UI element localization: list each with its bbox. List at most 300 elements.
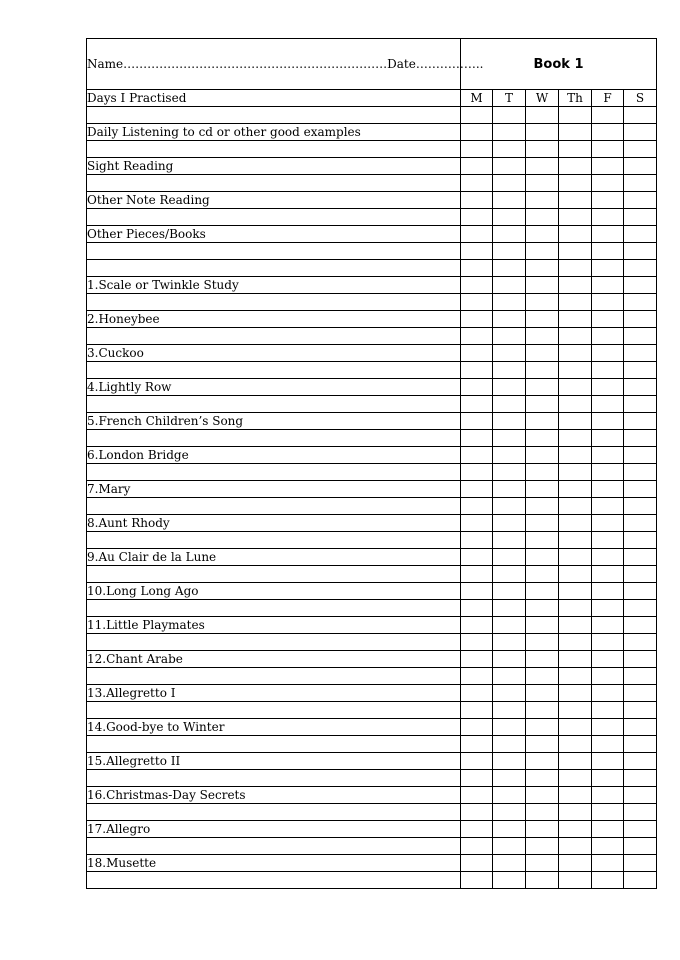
tick-cell[interactable] — [493, 855, 526, 872]
tick-cell[interactable] — [461, 396, 493, 413]
tick-cell[interactable] — [624, 260, 657, 277]
tick-cell[interactable] — [592, 617, 624, 634]
days-row — [87, 90, 657, 107]
tick-cell[interactable] — [592, 175, 624, 192]
tick-cell[interactable] — [559, 311, 592, 328]
tick-cell[interactable] — [493, 447, 526, 464]
tick-cell[interactable] — [461, 362, 493, 379]
tick-cell[interactable] — [461, 804, 493, 821]
tick-cell[interactable] — [624, 175, 657, 192]
tick-cell[interactable] — [592, 345, 624, 362]
tick-cell[interactable] — [559, 294, 592, 311]
tick-cell[interactable] — [461, 175, 493, 192]
tick-cell[interactable] — [624, 345, 657, 362]
tick-cell[interactable] — [493, 328, 526, 345]
tick-cell[interactable] — [493, 651, 526, 668]
tick-cell[interactable] — [559, 260, 592, 277]
tick-cell[interactable] — [461, 277, 493, 294]
tick-cell[interactable] — [559, 753, 592, 770]
tick-cell[interactable] — [559, 396, 592, 413]
tick-cell[interactable] — [624, 498, 657, 515]
tick-cell[interactable] — [559, 362, 592, 379]
tick-cell[interactable] — [592, 634, 624, 651]
tick-cell[interactable] — [559, 175, 592, 192]
tick-cell[interactable] — [559, 583, 592, 600]
tick-cell[interactable] — [493, 311, 526, 328]
tick-cell[interactable] — [559, 634, 592, 651]
tick-cell[interactable] — [624, 753, 657, 770]
tick-cell[interactable] — [493, 634, 526, 651]
tick-cell[interactable] — [624, 158, 657, 175]
tick-cell[interactable] — [592, 124, 624, 141]
tick-cell[interactable] — [592, 668, 624, 685]
tick-cell[interactable] — [461, 855, 493, 872]
tick-cell[interactable] — [592, 498, 624, 515]
tick-cell[interactable] — [493, 345, 526, 362]
tick-cell[interactable] — [624, 770, 657, 787]
tick-cell[interactable] — [624, 464, 657, 481]
tick-cell[interactable] — [592, 855, 624, 872]
tick-cell[interactable] — [559, 872, 592, 889]
tick-cell[interactable] — [592, 838, 624, 855]
tick-cell[interactable] — [461, 226, 493, 243]
tick-cell[interactable] — [592, 872, 624, 889]
tick-cell[interactable] — [493, 481, 526, 498]
tick-cell[interactable] — [526, 311, 559, 328]
tick-cell[interactable] — [624, 617, 657, 634]
tick-cell[interactable] — [559, 141, 592, 158]
tick-cell[interactable] — [526, 379, 559, 396]
tick-cell[interactable] — [461, 481, 493, 498]
section-row — [87, 158, 657, 175]
tick-cell[interactable] — [559, 430, 592, 447]
tick-cell[interactable] — [493, 566, 526, 583]
tick-cell[interactable] — [461, 209, 493, 226]
tick-cell[interactable] — [526, 532, 559, 549]
tick-cell[interactable] — [526, 209, 559, 226]
tick-cell[interactable] — [461, 566, 493, 583]
spacer-row — [87, 804, 657, 821]
piece-row — [87, 651, 657, 668]
tick-cell[interactable] — [559, 226, 592, 243]
tick-cell[interactable] — [526, 192, 559, 209]
tick-cell[interactable] — [624, 107, 657, 124]
tick-cell[interactable] — [559, 600, 592, 617]
tick-cell[interactable] — [624, 141, 657, 158]
tick-cell[interactable] — [624, 124, 657, 141]
tick-cell[interactable] — [559, 107, 592, 124]
tick-cell[interactable] — [592, 600, 624, 617]
tick-cell[interactable] — [592, 804, 624, 821]
tick-cell[interactable] — [493, 413, 526, 430]
tick-cell[interactable] — [526, 787, 559, 804]
tick-cell[interactable] — [592, 328, 624, 345]
tick-cell[interactable] — [461, 787, 493, 804]
tick-cell[interactable] — [493, 702, 526, 719]
tick-cell[interactable] — [624, 549, 657, 566]
tick-cell[interactable] — [493, 872, 526, 889]
tick-cell[interactable] — [592, 583, 624, 600]
blank-label-cell — [87, 872, 461, 889]
tick-cell[interactable] — [461, 838, 493, 855]
tick-cell[interactable] — [559, 192, 592, 209]
tick-cell[interactable] — [592, 362, 624, 379]
tick-cell[interactable] — [526, 413, 559, 430]
tick-cell[interactable] — [493, 107, 526, 124]
tick-cell[interactable] — [592, 379, 624, 396]
tick-cell[interactable] — [461, 107, 493, 124]
tick-cell[interactable] — [526, 651, 559, 668]
tick-cell[interactable] — [624, 872, 657, 889]
tick-cell[interactable] — [559, 379, 592, 396]
tick-cell[interactable] — [461, 532, 493, 549]
tick-cell[interactable] — [526, 872, 559, 889]
tick-cell[interactable] — [624, 396, 657, 413]
tick-cell[interactable] — [493, 192, 526, 209]
tick-cell[interactable] — [461, 719, 493, 736]
tick-cell[interactable] — [526, 838, 559, 855]
tick-cell[interactable] — [592, 549, 624, 566]
tick-cell[interactable] — [526, 226, 559, 243]
tick-cell[interactable] — [461, 753, 493, 770]
day-header-tue: T — [493, 90, 526, 107]
tick-cell[interactable] — [493, 124, 526, 141]
row-label: Daily Listening to cd or other good examples — [87, 124, 461, 141]
tick-cell[interactable] — [526, 549, 559, 566]
tick-cell[interactable] — [526, 277, 559, 294]
tick-cell[interactable] — [624, 311, 657, 328]
tick-cell[interactable] — [592, 209, 624, 226]
tick-cell[interactable] — [624, 328, 657, 345]
tick-cell[interactable] — [526, 685, 559, 702]
tick-cell[interactable] — [559, 719, 592, 736]
tick-cell[interactable] — [526, 328, 559, 345]
tick-cell[interactable] — [559, 328, 592, 345]
tick-cell[interactable] — [526, 821, 559, 838]
tick-cell[interactable] — [461, 124, 493, 141]
tick-cell[interactable] — [624, 192, 657, 209]
tick-cell[interactable] — [592, 651, 624, 668]
tick-cell[interactable] — [493, 294, 526, 311]
tick-cell[interactable] — [493, 141, 526, 158]
tick-cell[interactable] — [592, 719, 624, 736]
tick-cell[interactable] — [493, 226, 526, 243]
tick-cell[interactable] — [461, 634, 493, 651]
tick-cell[interactable] — [592, 447, 624, 464]
tick-cell[interactable] — [526, 702, 559, 719]
piece-row — [87, 549, 657, 566]
tick-cell[interactable] — [461, 515, 493, 532]
tick-cell[interactable] — [461, 736, 493, 753]
tick-cell[interactable] — [624, 736, 657, 753]
tick-cell[interactable] — [592, 532, 624, 549]
tick-cell[interactable] — [493, 379, 526, 396]
row-label: 17.Allegro — [87, 821, 461, 838]
tick-cell[interactable] — [461, 668, 493, 685]
tick-cell[interactable] — [592, 141, 624, 158]
tick-cell[interactable] — [526, 600, 559, 617]
tick-cell[interactable] — [493, 430, 526, 447]
tick-cell[interactable] — [559, 821, 592, 838]
tick-cell[interactable] — [624, 685, 657, 702]
tick-cell[interactable] — [493, 583, 526, 600]
tick-cell[interactable] — [461, 872, 493, 889]
tick-cell[interactable] — [493, 821, 526, 838]
tick-cell[interactable] — [592, 685, 624, 702]
tick-cell[interactable] — [559, 481, 592, 498]
blank-label-cell — [87, 396, 461, 413]
tick-cell[interactable] — [461, 447, 493, 464]
tick-cell[interactable] — [559, 804, 592, 821]
tick-cell[interactable] — [592, 736, 624, 753]
tick-cell[interactable] — [526, 617, 559, 634]
tick-cell[interactable] — [559, 243, 592, 260]
tick-cell[interactable] — [559, 838, 592, 855]
tick-cell[interactable] — [624, 226, 657, 243]
tick-cell[interactable] — [526, 566, 559, 583]
tick-cell[interactable] — [559, 345, 592, 362]
tick-cell[interactable] — [461, 192, 493, 209]
tick-cell[interactable] — [559, 464, 592, 481]
tick-cell[interactable] — [526, 753, 559, 770]
tick-cell[interactable] — [624, 634, 657, 651]
tick-cell[interactable] — [559, 736, 592, 753]
section-row — [87, 124, 657, 141]
piece-row — [87, 311, 657, 328]
tick-cell[interactable] — [461, 702, 493, 719]
tick-cell[interactable] — [559, 277, 592, 294]
tick-cell[interactable] — [493, 838, 526, 855]
tick-cell[interactable] — [526, 583, 559, 600]
tick-cell[interactable] — [461, 294, 493, 311]
tick-cell[interactable] — [461, 549, 493, 566]
tick-cell[interactable] — [493, 277, 526, 294]
tick-cell[interactable] — [461, 243, 493, 260]
tick-cell[interactable] — [526, 668, 559, 685]
tick-cell[interactable] — [592, 702, 624, 719]
tick-cell[interactable] — [526, 736, 559, 753]
tick-cell[interactable] — [592, 566, 624, 583]
tick-cell[interactable] — [559, 668, 592, 685]
tick-cell[interactable] — [559, 158, 592, 175]
tick-cell[interactable] — [592, 770, 624, 787]
tick-cell[interactable] — [624, 515, 657, 532]
tick-cell[interactable] — [592, 787, 624, 804]
tick-cell[interactable] — [592, 277, 624, 294]
tick-cell[interactable] — [559, 617, 592, 634]
tick-cell[interactable] — [592, 430, 624, 447]
tick-cell[interactable] — [461, 685, 493, 702]
tick-cell[interactable] — [493, 668, 526, 685]
tick-cell[interactable] — [526, 158, 559, 175]
tick-cell[interactable] — [493, 209, 526, 226]
tick-cell[interactable] — [526, 430, 559, 447]
tick-cell[interactable] — [461, 345, 493, 362]
tick-cell[interactable] — [493, 549, 526, 566]
tick-cell[interactable] — [461, 583, 493, 600]
tick-cell[interactable] — [526, 107, 559, 124]
tick-cell[interactable] — [592, 158, 624, 175]
tick-cell[interactable] — [559, 447, 592, 464]
piece-row — [87, 481, 657, 498]
tick-cell[interactable] — [559, 209, 592, 226]
tick-cell[interactable] — [624, 719, 657, 736]
tick-cell[interactable] — [461, 498, 493, 515]
tick-cell[interactable] — [493, 464, 526, 481]
tick-cell[interactable] — [592, 821, 624, 838]
tick-cell[interactable] — [624, 600, 657, 617]
tick-cell[interactable] — [624, 787, 657, 804]
tick-cell[interactable] — [493, 243, 526, 260]
tick-cell[interactable] — [461, 464, 493, 481]
tick-cell[interactable] — [624, 430, 657, 447]
tick-cell[interactable] — [461, 328, 493, 345]
tick-cell[interactable] — [592, 226, 624, 243]
tick-cell[interactable] — [461, 430, 493, 447]
tick-cell[interactable] — [624, 481, 657, 498]
tick-cell[interactable] — [592, 260, 624, 277]
tick-cell[interactable] — [461, 379, 493, 396]
tick-cell[interactable] — [526, 770, 559, 787]
tick-cell[interactable] — [592, 481, 624, 498]
tick-cell[interactable] — [461, 600, 493, 617]
tick-cell[interactable] — [526, 396, 559, 413]
tick-cell[interactable] — [624, 362, 657, 379]
tick-cell[interactable] — [624, 804, 657, 821]
tick-cell[interactable] — [526, 804, 559, 821]
tick-cell[interactable] — [559, 566, 592, 583]
piece-row — [87, 447, 657, 464]
tick-cell[interactable] — [624, 413, 657, 430]
date-field-dots: …………….. — [415, 57, 484, 71]
tick-cell[interactable] — [493, 498, 526, 515]
tick-cell[interactable] — [624, 838, 657, 855]
tick-cell[interactable] — [624, 855, 657, 872]
tick-cell[interactable] — [493, 685, 526, 702]
tick-cell[interactable] — [493, 787, 526, 804]
tick-cell[interactable] — [526, 634, 559, 651]
tick-cell[interactable] — [493, 515, 526, 532]
tick-cell[interactable] — [624, 379, 657, 396]
day-header-fri: F — [592, 90, 624, 107]
tick-cell[interactable] — [526, 124, 559, 141]
tick-cell[interactable] — [493, 804, 526, 821]
tick-cell[interactable] — [624, 294, 657, 311]
tick-cell[interactable] — [592, 515, 624, 532]
tick-cell[interactable] — [559, 515, 592, 532]
tick-cell[interactable] — [592, 294, 624, 311]
tick-cell[interactable] — [526, 260, 559, 277]
tick-cell[interactable] — [493, 362, 526, 379]
tick-cell[interactable] — [461, 158, 493, 175]
tick-cell[interactable] — [559, 124, 592, 141]
tick-cell[interactable] — [624, 532, 657, 549]
tick-cell[interactable] — [559, 532, 592, 549]
tick-cell[interactable] — [461, 311, 493, 328]
tick-cell[interactable] — [461, 617, 493, 634]
tick-cell[interactable] — [526, 362, 559, 379]
tick-cell[interactable] — [526, 141, 559, 158]
row-label: 3.Cuckoo — [87, 345, 461, 362]
tick-cell[interactable] — [493, 719, 526, 736]
tick-cell[interactable] — [624, 277, 657, 294]
spacer-row — [87, 243, 657, 260]
tick-cell[interactable] — [559, 702, 592, 719]
tick-cell[interactable] — [493, 753, 526, 770]
tick-cell[interactable] — [526, 447, 559, 464]
tick-cell[interactable] — [624, 243, 657, 260]
tick-cell[interactable] — [526, 464, 559, 481]
tick-cell[interactable] — [526, 175, 559, 192]
tick-cell[interactable] — [493, 770, 526, 787]
tick-cell[interactable] — [559, 413, 592, 430]
tick-cell[interactable] — [624, 651, 657, 668]
tick-cell[interactable] — [493, 260, 526, 277]
tick-cell[interactable] — [624, 566, 657, 583]
tick-cell[interactable] — [526, 243, 559, 260]
tick-cell[interactable] — [461, 770, 493, 787]
tick-cell[interactable] — [493, 600, 526, 617]
blank-label-cell — [87, 498, 461, 515]
tick-cell[interactable] — [526, 515, 559, 532]
tick-cell[interactable] — [559, 787, 592, 804]
row-label: Sight Reading — [87, 158, 461, 175]
tick-cell[interactable] — [461, 260, 493, 277]
tick-cell[interactable] — [624, 821, 657, 838]
tick-cell[interactable] — [592, 311, 624, 328]
tick-cell[interactable] — [493, 532, 526, 549]
tick-cell[interactable] — [592, 753, 624, 770]
tick-cell[interactable] — [592, 396, 624, 413]
tick-cell[interactable] — [592, 192, 624, 209]
tick-cell[interactable] — [624, 702, 657, 719]
row-label: 13.Allegretto I — [87, 685, 461, 702]
tick-cell[interactable] — [461, 821, 493, 838]
tick-cell[interactable] — [493, 617, 526, 634]
tick-cell[interactable] — [526, 855, 559, 872]
tick-cell[interactable] — [624, 209, 657, 226]
tick-cell[interactable] — [526, 345, 559, 362]
tick-cell[interactable] — [559, 770, 592, 787]
tick-cell[interactable] — [559, 651, 592, 668]
tick-cell[interactable] — [592, 413, 624, 430]
tick-cell[interactable] — [559, 855, 592, 872]
tick-cell[interactable] — [592, 107, 624, 124]
tick-cell[interactable] — [526, 719, 559, 736]
tick-cell[interactable] — [461, 141, 493, 158]
tick-cell[interactable] — [461, 651, 493, 668]
tick-cell[interactable] — [624, 583, 657, 600]
tick-cell[interactable] — [526, 498, 559, 515]
piece-row — [87, 379, 657, 396]
tick-cell[interactable] — [624, 668, 657, 685]
tick-cell[interactable] — [493, 396, 526, 413]
spacer-row — [87, 600, 657, 617]
tick-cell[interactable] — [526, 481, 559, 498]
tick-cell[interactable] — [559, 549, 592, 566]
tick-cell[interactable] — [526, 294, 559, 311]
tick-cell[interactable] — [493, 158, 526, 175]
tick-cell[interactable] — [559, 498, 592, 515]
tick-cell[interactable] — [592, 243, 624, 260]
tick-cell[interactable] — [592, 464, 624, 481]
tick-cell[interactable] — [493, 736, 526, 753]
tick-cell[interactable] — [461, 413, 493, 430]
tick-cell[interactable] — [559, 685, 592, 702]
tick-cell[interactable] — [493, 175, 526, 192]
tick-cell[interactable] — [624, 447, 657, 464]
spacer-row — [87, 294, 657, 311]
